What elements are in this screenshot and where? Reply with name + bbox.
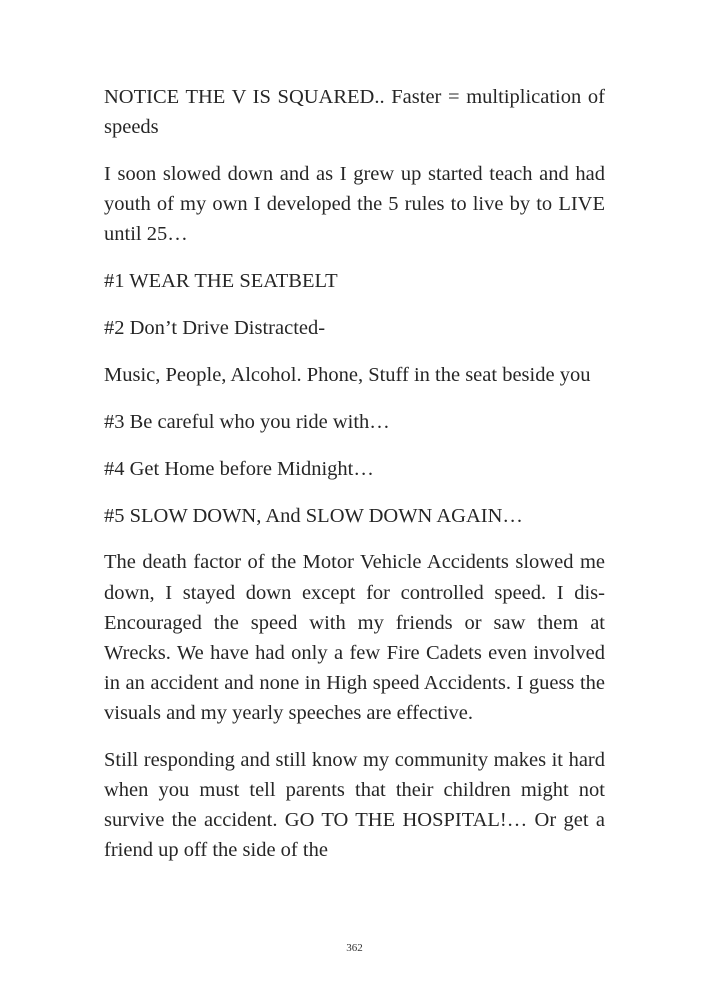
paragraph-still-responding: Still responding and still know my community makes it hard when you must tell parents that their children might not survive the accident. GO TO THE HOSPITAL!… Or get a friend up off the side of the — [104, 748, 605, 862]
rule-3: #3 Be careful who you ride with… — [104, 410, 390, 433]
page-body — [104, 82, 605, 882]
rule-2: #2 Don’t Drive Distracted- — [104, 316, 326, 339]
page-number: 362 — [346, 942, 363, 954]
paragraph-v-squared: NOTICE THE V IS SQUARED.. Faster = multiplication of speeds — [104, 86, 605, 139]
rule-5: #5 SLOW DOWN, And SLOW DOWN AGAIN… — [104, 504, 523, 527]
rule-2-detail: Music, People, Alcohol. Phone, Stuff in the seat beside you — [104, 363, 591, 386]
rule-4: #4 Get Home before Midnight… — [104, 457, 374, 480]
paragraph-death-factor: The death factor of the Motor Vehicle Accidents slowed me down, I stayed down except for controlled speed. I dis- Encouraged the speed with my friends or saw them at Wrecks. We have had only a few Fire Cadets even involved in an accident and none in High speed Accidents. I guess the visuals and my yearly speeches are effective. — [104, 551, 605, 724]
paragraph-rules-intro: I soon slowed down and as I grew up started teach and had youth of my own I developed the 5 rules to live by to LIVE until 25… — [104, 162, 605, 246]
rule-1: #1 WEAR THE SEATBELT — [104, 270, 338, 293]
